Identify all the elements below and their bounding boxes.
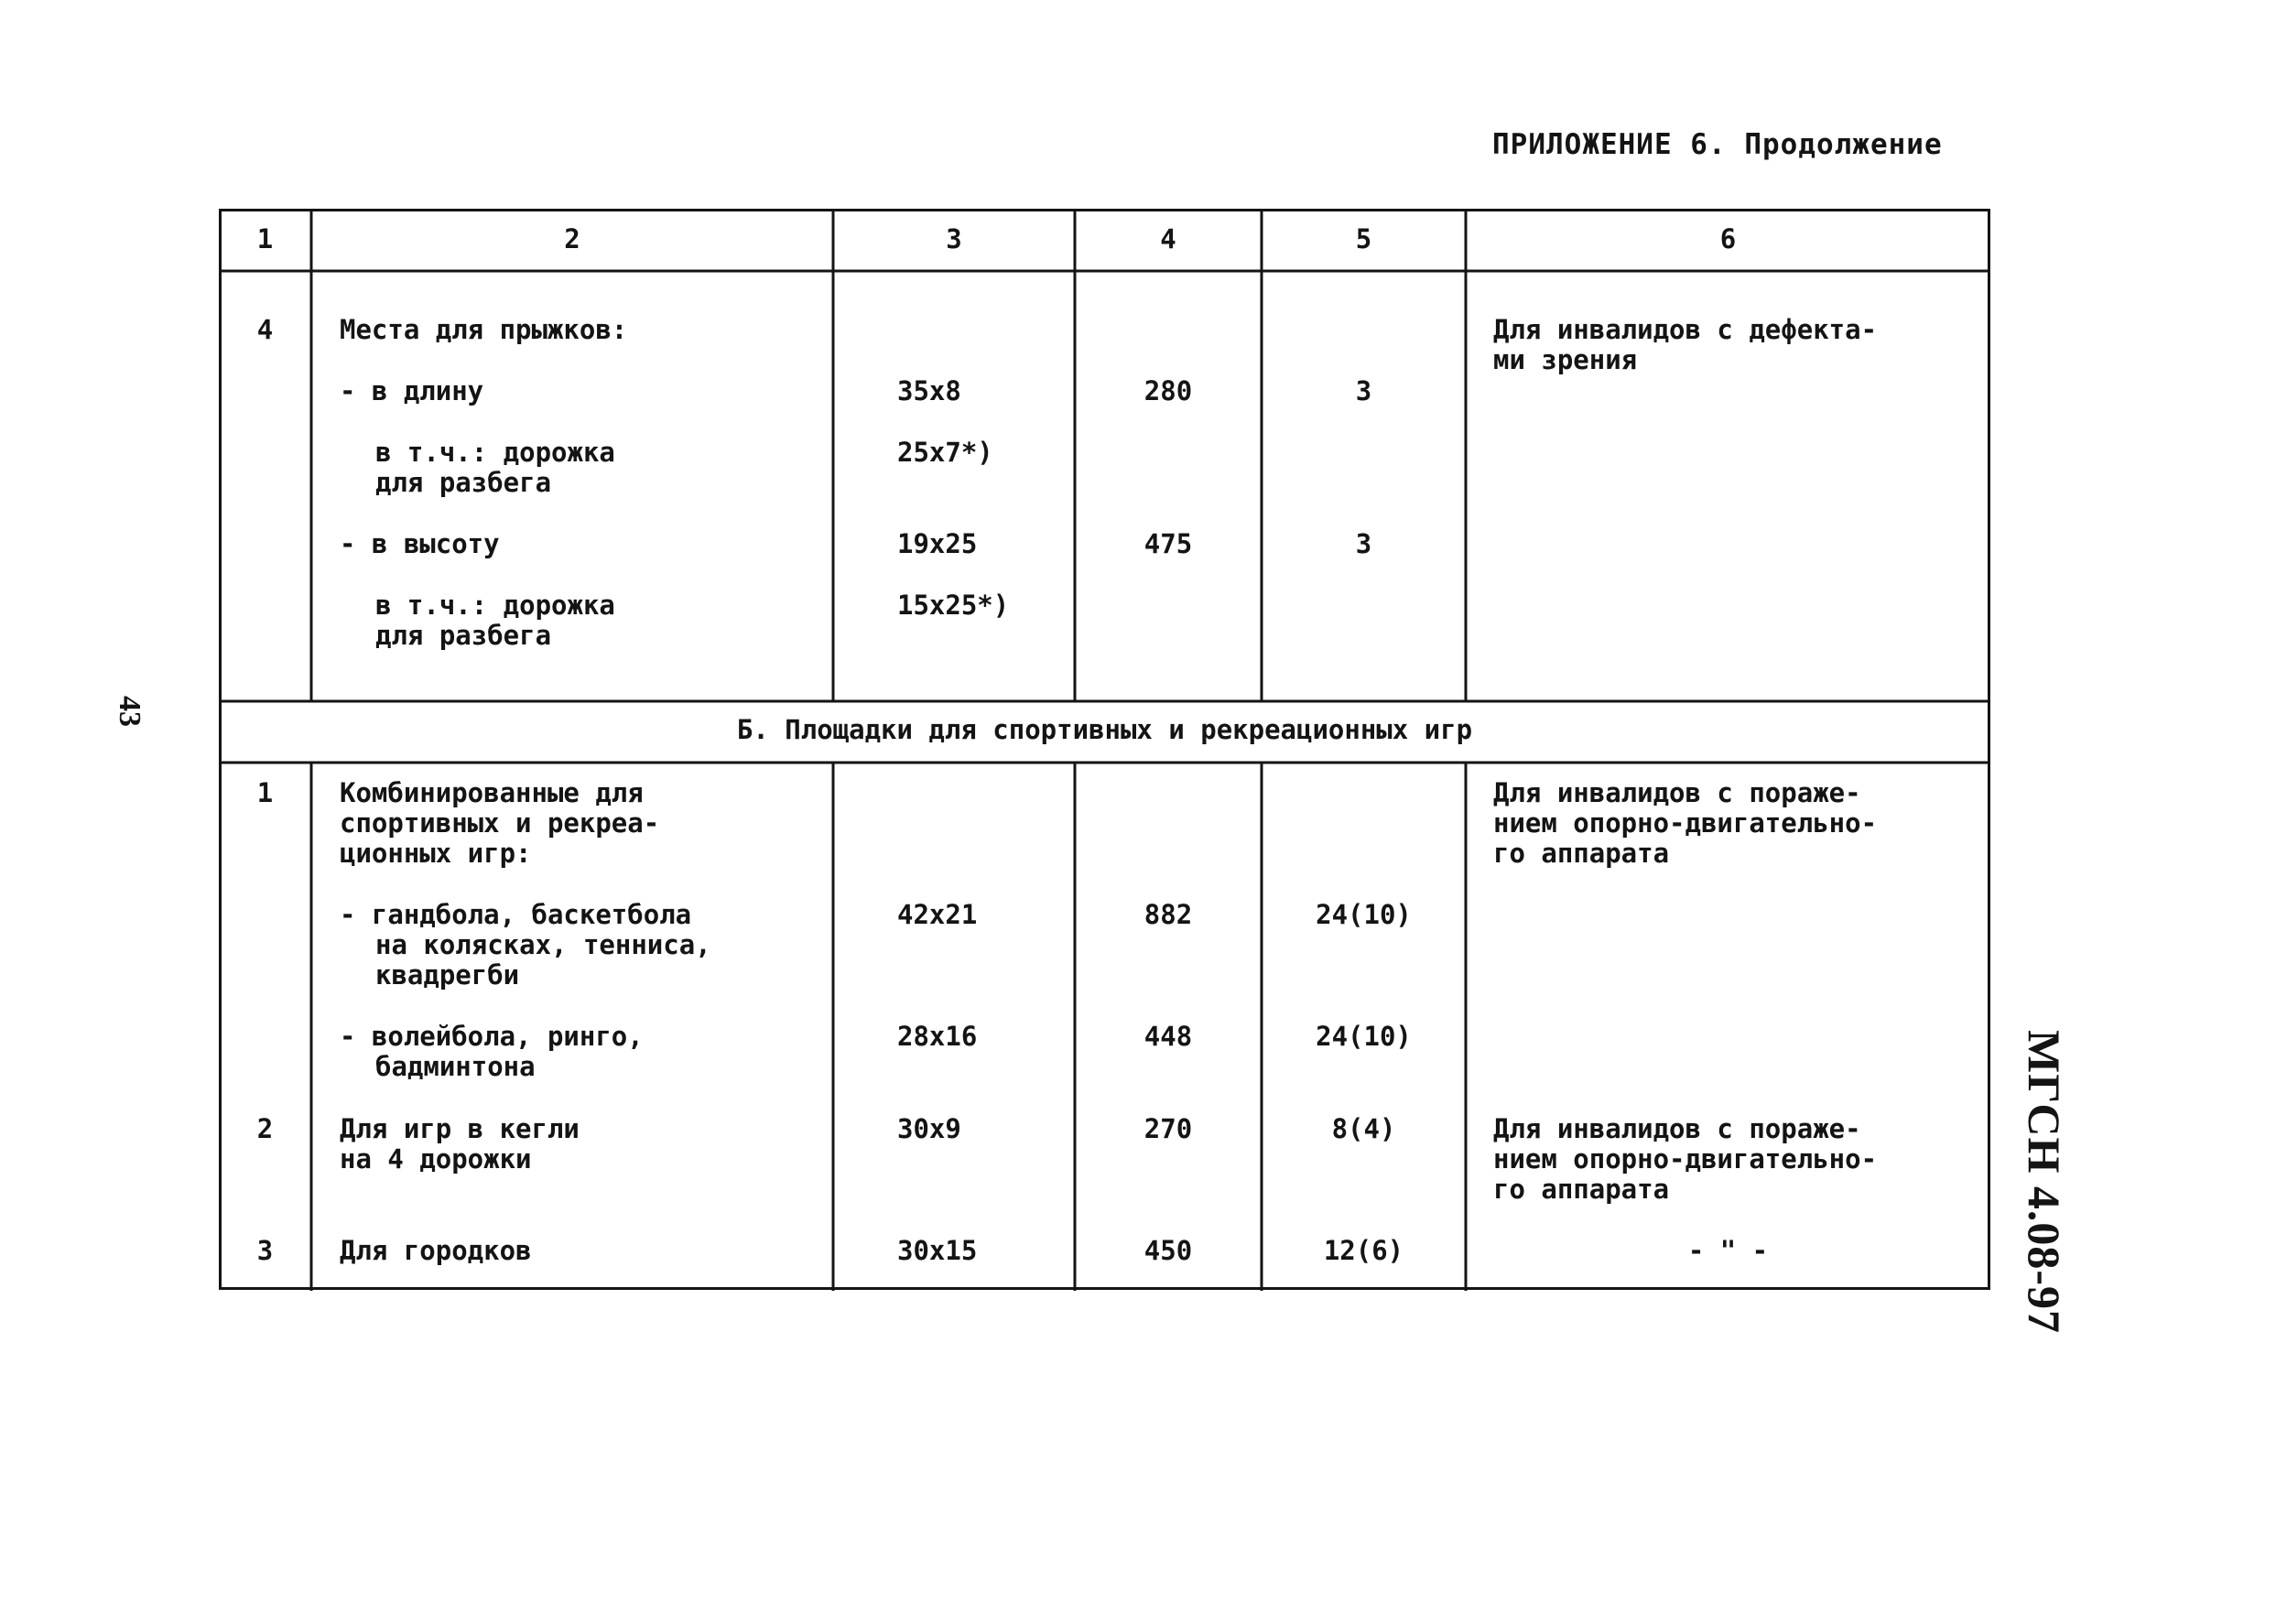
row-count: 3 — [1355, 528, 1372, 559]
column-header-3: 3 — [946, 223, 962, 254]
row-note: Для инвалидов с дефекта- ми зрения — [1493, 314, 1878, 375]
column-header-2: 2 — [564, 223, 580, 254]
row-area: 882 — [1143, 899, 1193, 930]
row-count: 3 — [1355, 375, 1372, 406]
specification-table — [219, 209, 1990, 1291]
appendix-label: ПРИЛОЖЕНИЕ 6. — [1492, 128, 1727, 161]
row-name: Для городков — [340, 1235, 532, 1266]
row-size: 25x7*) — [897, 437, 993, 468]
row-area: 270 — [1143, 1113, 1193, 1144]
row-name: в т.ч.: дорожка для разбега — [375, 437, 615, 498]
row-size: 42x21 — [897, 899, 978, 930]
row-number: 4 — [256, 314, 274, 345]
row-name: в т.ч.: дорожка для разбега — [375, 590, 615, 651]
row-count: 24(10) — [1316, 899, 1412, 930]
row-size: 19x25 — [897, 528, 978, 559]
row-name: Комбинированные для спортивных и рекреа- ционных игр: — [340, 777, 660, 869]
row-size: 35x8 — [897, 375, 961, 406]
row-area: 448 — [1143, 1021, 1193, 1052]
section-title: Б. Площадки для спортивных и рекреационных игр — [736, 714, 1473, 745]
row-note: Для инвалидов с пораже- нием опорно-двигательно- го аппарата — [1493, 777, 1878, 869]
row-size: 15x25*) — [897, 590, 1010, 621]
row-name: Места для прыжков: — [340, 314, 628, 345]
row-size: 30x9 — [897, 1113, 961, 1144]
row-name: - гандбола, баскетбола на колясках, тенниса, квадрегби — [340, 899, 711, 991]
row-size: 28x16 — [897, 1021, 978, 1052]
row-area: 280 — [1143, 375, 1193, 406]
row-name: - в длину — [340, 375, 484, 406]
column-header-1: 1 — [256, 223, 274, 254]
row-count: 8(4) — [1331, 1113, 1396, 1144]
column-header-4: 4 — [1160, 223, 1176, 254]
row-size: 30x15 — [897, 1235, 978, 1266]
row-area: 475 — [1143, 528, 1193, 559]
row-count: 12(6) — [1323, 1235, 1404, 1266]
row-area: 450 — [1143, 1235, 1193, 1266]
row-number: 2 — [256, 1113, 274, 1144]
row-number: 1 — [256, 777, 274, 808]
page-header — [1492, 128, 1943, 161]
row-note: Для инвалидов с пораже- нием опорно-двигательно- го аппарата — [1493, 1113, 1878, 1205]
column-header-6: 6 — [1719, 223, 1737, 254]
continuation-label: Продолжение — [1744, 128, 1943, 161]
row-name: - волейбола, ринго, бадминтона — [340, 1021, 644, 1082]
row-name: - в высоту — [340, 528, 500, 559]
row-number: 3 — [256, 1235, 274, 1266]
row-note: - " - — [1687, 1235, 1769, 1266]
document-code: МГСН 4.08-97 — [2019, 1030, 2070, 1334]
row-count: 24(10) — [1316, 1021, 1412, 1052]
column-header-5: 5 — [1355, 223, 1372, 254]
row-name: Для игр в кегли на 4 дорожки — [340, 1113, 580, 1175]
page-number: 43 — [113, 696, 146, 727]
